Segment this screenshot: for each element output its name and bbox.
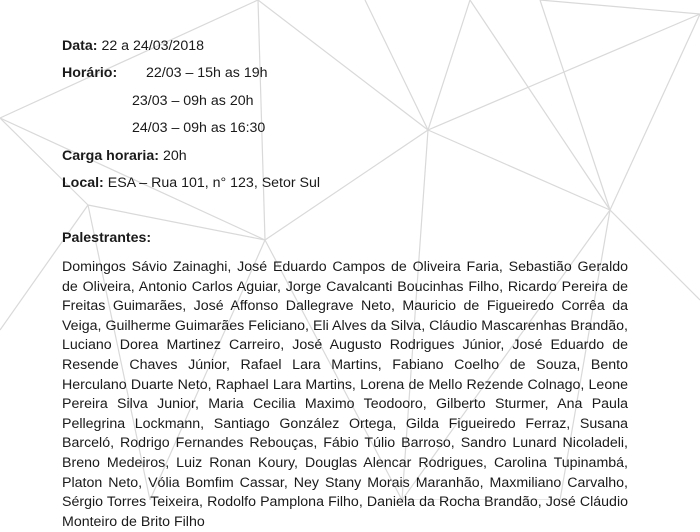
workload-label: Carga horaria: — [62, 148, 159, 164]
workload-row — [62, 147, 187, 165]
date-value: 22 a 24/03/2018 — [101, 38, 204, 54]
schedule-item-day-2: 23/03 – 09h as 20h — [132, 93, 254, 109]
schedule-label: Horário: — [62, 65, 118, 81]
location-value: ESA – Rua 101, n° 123, Setor Sul — [107, 175, 321, 191]
date-row — [62, 37, 204, 55]
location-label: Local: — [62, 175, 104, 191]
schedule-row — [62, 64, 117, 82]
date-label: Data: — [62, 38, 98, 54]
location-row — [62, 174, 320, 192]
schedule-item-day-3: 24/03 – 09h as 16:30 — [132, 120, 266, 136]
speakers-label: Palestrantes: — [62, 230, 152, 246]
workload-value: 20h — [162, 148, 187, 164]
speakers-list: Domingos Sávio Zainaghi, José Eduardo Campos de Oliveira Faria, Sebastião Geraldo de Oliveira, Antonio Carlos Aguiar, Jorge Cavalcanti Boucinhas Filho, Ricardo Pereira de Freitas Guimarães, José Affonso Dallegrave Neto, Mauricio de Figueiredo Corrêa da Veiga, Guilherme Guimarães Feliciano, Eli Alves da Silva, Cláudio Mascarenhas Brandão, Luciano Dorea Martinez Carreiro, José Augusto Rodrigues Júnior, José Eduardo de Resende Chaves Júnior, Rafael Lara Martins, Fabiano Coelho de Souza, Bento Herculano Duarte Neto, Raphael Lara Martins, Lorena de Mello Rezende Colnago, Leone Pereira Silva Junior, Maria Cecilia Maximo Teodooro, Gilberto Sturmer, Ana Paula Pellegrina Lockmann, Santiago González Ortega, Gilda Figueiredo Ferraz, Susana Barceló, Rodrigo Fernandes Rebouças, Fábio Túlio Barroso, Sandro Lunard Nicoladeli, Breno Medeiros, Luiz Ronan Koury, Douglas Alencar Rodrigues, Carolina Tupinambá, Platon Neto, Vólia Bomfim Cassar, Ney Stany Morais Maranhão, Maxmiliano Carvalho, Sérgio Torres Teixeira, Rodolfo Pamplona Filho, Daniela da Rocha Brandão, José Cláudio Monteiro de Brito Filho — [62, 259, 628, 530]
schedule-item-day-1: 22/03 – 15h as 19h — [146, 65, 268, 81]
speakers-heading — [62, 229, 151, 247]
